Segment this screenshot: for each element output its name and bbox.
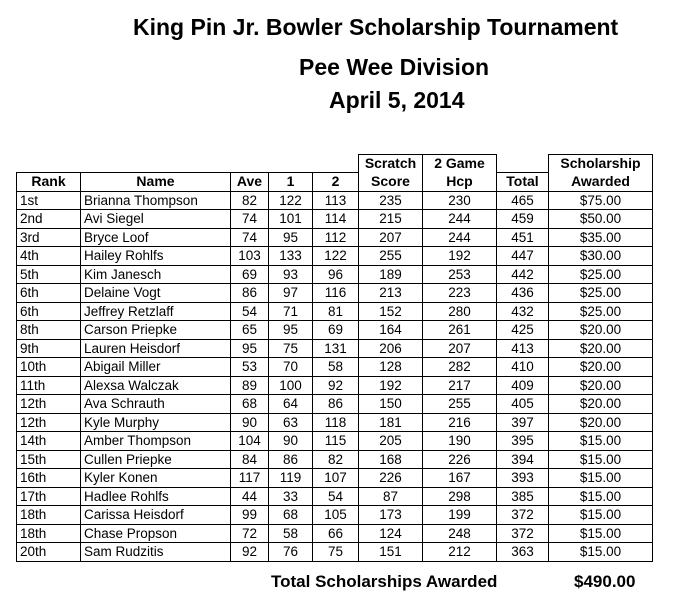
- cell-hcp: 167: [423, 469, 497, 488]
- cell-game1: 97: [269, 284, 313, 303]
- cell-ave: 54: [231, 302, 269, 321]
- header-spacer: [17, 155, 359, 173]
- cell-ave: 89: [231, 376, 269, 395]
- col-header-game1: 1: [269, 173, 313, 192]
- cell-game2: 58: [313, 358, 359, 377]
- cell-ave: 74: [231, 228, 269, 247]
- cell-game2: 131: [313, 339, 359, 358]
- cell-scratch: 128: [359, 358, 423, 377]
- table-row: [17, 395, 653, 414]
- cell-scratch: 189: [359, 265, 423, 284]
- cell-scratch: 192: [359, 376, 423, 395]
- cell-ave: 117: [231, 469, 269, 488]
- cell-award: $15.00: [549, 469, 653, 488]
- cell-rank: 3rd: [17, 228, 81, 247]
- cell-scratch: 207: [359, 228, 423, 247]
- cell-game1: 122: [269, 191, 313, 210]
- cell-total: 436: [497, 284, 549, 303]
- cell-name: Lauren Heisdorf: [81, 339, 231, 358]
- division-subtitle: Pee Wee Division: [299, 54, 490, 80]
- cell-name: Sam Rudzitis: [81, 543, 231, 562]
- table-row: [17, 432, 653, 451]
- cell-scratch: 206: [359, 339, 423, 358]
- cell-ave: 44: [231, 487, 269, 506]
- header-row-top: [17, 155, 653, 173]
- cell-total: 385: [497, 487, 549, 506]
- cell-rank: 4th: [17, 247, 81, 266]
- col-header-total: Total: [497, 173, 549, 192]
- results-table: [16, 154, 653, 562]
- cell-name: Ava Schrauth: [81, 395, 231, 414]
- cell-ave: 103: [231, 247, 269, 266]
- cell-rank: 17th: [17, 487, 81, 506]
- cell-game2: 105: [313, 506, 359, 525]
- table-row: [17, 543, 653, 562]
- cell-hcp: 280: [423, 302, 497, 321]
- cell-name: Hadlee Rohlfs: [81, 487, 231, 506]
- table-row: [17, 191, 653, 210]
- cell-total: 397: [497, 413, 549, 432]
- cell-name: Delaine Vogt: [81, 284, 231, 303]
- cell-name: Amber Thompson: [81, 432, 231, 451]
- cell-award: $15.00: [549, 432, 653, 451]
- cell-scratch: 151: [359, 543, 423, 562]
- cell-award: $15.00: [549, 543, 653, 562]
- cell-rank: 8th: [17, 321, 81, 340]
- cell-total: 459: [497, 210, 549, 229]
- cell-name: Alexsa Walczak: [81, 376, 231, 395]
- cell-ave: 69: [231, 265, 269, 284]
- col-header-game2: 2: [313, 173, 359, 192]
- cell-rank: 15th: [17, 450, 81, 469]
- cell-scratch: 124: [359, 524, 423, 543]
- cell-name: Chase Propson: [81, 524, 231, 543]
- cell-game2: 115: [313, 432, 359, 451]
- cell-total: 372: [497, 506, 549, 525]
- cell-game2: 66: [313, 524, 359, 543]
- cell-hcp: 253: [423, 265, 497, 284]
- cell-name: Brianna Thompson: [81, 191, 231, 210]
- cell-award: $15.00: [549, 487, 653, 506]
- table-row: [17, 506, 653, 525]
- cell-hcp: 282: [423, 358, 497, 377]
- cell-award: $30.00: [549, 247, 653, 266]
- cell-hcp: 192: [423, 247, 497, 266]
- cell-ave: 53: [231, 358, 269, 377]
- cell-hcp: 230: [423, 191, 497, 210]
- cell-hcp: 217: [423, 376, 497, 395]
- cell-award: $15.00: [549, 450, 653, 469]
- cell-game2: 92: [313, 376, 359, 395]
- cell-game1: 70: [269, 358, 313, 377]
- cell-ave: 104: [231, 432, 269, 451]
- cell-total: 372: [497, 524, 549, 543]
- cell-game1: 95: [269, 228, 313, 247]
- cell-scratch: 181: [359, 413, 423, 432]
- cell-game1: 101: [269, 210, 313, 229]
- cell-rank: 18th: [17, 506, 81, 525]
- cell-scratch: 87: [359, 487, 423, 506]
- cell-name: Bryce Loof: [81, 228, 231, 247]
- col-header-scratch-bottom: Score: [359, 173, 423, 192]
- cell-game2: 107: [313, 469, 359, 488]
- cell-game2: 82: [313, 450, 359, 469]
- cell-total: 410: [497, 358, 549, 377]
- cell-game1: 93: [269, 265, 313, 284]
- header-spacer-total: [497, 155, 549, 173]
- cell-hcp: 261: [423, 321, 497, 340]
- cell-name: Cullen Priepke: [81, 450, 231, 469]
- cell-rank: 2nd: [17, 210, 81, 229]
- cell-game1: 71: [269, 302, 313, 321]
- cell-game2: 112: [313, 228, 359, 247]
- cell-ave: 99: [231, 506, 269, 525]
- cell-total: 442: [497, 265, 549, 284]
- cell-ave: 72: [231, 524, 269, 543]
- cell-game2: 113: [313, 191, 359, 210]
- cell-award: $20.00: [549, 395, 653, 414]
- cell-total: 432: [497, 302, 549, 321]
- cell-award: $20.00: [549, 358, 653, 377]
- cell-game1: 90: [269, 432, 313, 451]
- table-row: [17, 247, 653, 266]
- cell-game2: 54: [313, 487, 359, 506]
- cell-ave: 92: [231, 543, 269, 562]
- cell-total: 393: [497, 469, 549, 488]
- table-row: [17, 228, 653, 247]
- table-row: [17, 524, 653, 543]
- cell-award: $35.00: [549, 228, 653, 247]
- cell-total: 394: [497, 450, 549, 469]
- cell-game1: 75: [269, 339, 313, 358]
- table-row: [17, 210, 653, 229]
- cell-game2: 122: [313, 247, 359, 266]
- col-header-award-top: Scholarship: [549, 155, 653, 173]
- cell-game1: 86: [269, 450, 313, 469]
- cell-total: 465: [497, 191, 549, 210]
- col-header-ave: Ave: [231, 173, 269, 192]
- cell-name: Avi Siegel: [81, 210, 231, 229]
- cell-scratch: 226: [359, 469, 423, 488]
- cell-award: $20.00: [549, 376, 653, 395]
- cell-game2: 118: [313, 413, 359, 432]
- cell-scratch: 205: [359, 432, 423, 451]
- cell-award: $15.00: [549, 506, 653, 525]
- cell-rank: 1st: [17, 191, 81, 210]
- cell-scratch: 255: [359, 247, 423, 266]
- cell-name: Carissa Heisdorf: [81, 506, 231, 525]
- cell-game1: 76: [269, 543, 313, 562]
- cell-award: $50.00: [549, 210, 653, 229]
- tournament-date: April 5, 2014: [329, 87, 465, 113]
- cell-scratch: 215: [359, 210, 423, 229]
- cell-game1: 133: [269, 247, 313, 266]
- cell-total: 425: [497, 321, 549, 340]
- col-header-hcp-top: 2 Game: [423, 155, 497, 173]
- table-row: [17, 469, 653, 488]
- cell-game1: 119: [269, 469, 313, 488]
- cell-total: 405: [497, 395, 549, 414]
- cell-award: $20.00: [549, 339, 653, 358]
- total-scholarships-label: Total Scholarships Awarded: [271, 572, 498, 591]
- cell-ave: 86: [231, 284, 269, 303]
- cell-hcp: 226: [423, 450, 497, 469]
- cell-rank: 20th: [17, 543, 81, 562]
- table-row: [17, 339, 653, 358]
- table-row: [17, 302, 653, 321]
- cell-rank: 12th: [17, 413, 81, 432]
- cell-game1: 100: [269, 376, 313, 395]
- cell-scratch: 168: [359, 450, 423, 469]
- cell-hcp: 216: [423, 413, 497, 432]
- cell-hcp: 244: [423, 210, 497, 229]
- cell-award: $15.00: [549, 524, 653, 543]
- cell-game2: 81: [313, 302, 359, 321]
- cell-award: $25.00: [549, 302, 653, 321]
- cell-ave: 68: [231, 395, 269, 414]
- cell-ave: 65: [231, 321, 269, 340]
- header-row: [17, 173, 653, 192]
- table-row: [17, 265, 653, 284]
- table-row: [17, 321, 653, 340]
- table-row: [17, 376, 653, 395]
- cell-game1: 63: [269, 413, 313, 432]
- cell-ave: 95: [231, 339, 269, 358]
- cell-ave: 84: [231, 450, 269, 469]
- cell-game2: 116: [313, 284, 359, 303]
- cell-rank: 6th: [17, 284, 81, 303]
- cell-name: Hailey Rohlfs: [81, 247, 231, 266]
- cell-game1: 33: [269, 487, 313, 506]
- cell-total: 413: [497, 339, 549, 358]
- cell-total: 395: [497, 432, 549, 451]
- cell-scratch: 152: [359, 302, 423, 321]
- cell-total: 447: [497, 247, 549, 266]
- col-header-award-bottom: Awarded: [549, 173, 653, 192]
- cell-game1: 68: [269, 506, 313, 525]
- cell-award: $25.00: [549, 265, 653, 284]
- cell-award: $20.00: [549, 413, 653, 432]
- cell-game2: 75: [313, 543, 359, 562]
- cell-rank: 18th: [17, 524, 81, 543]
- cell-name: Kyle Murphy: [81, 413, 231, 432]
- cell-rank: 5th: [17, 265, 81, 284]
- cell-total: 451: [497, 228, 549, 247]
- cell-game2: 96: [313, 265, 359, 284]
- cell-scratch: 164: [359, 321, 423, 340]
- col-header-rank: Rank: [17, 173, 81, 192]
- cell-hcp: 190: [423, 432, 497, 451]
- total-scholarships-value: $490.00: [574, 572, 636, 591]
- cell-game2: 114: [313, 210, 359, 229]
- cell-name: Kyler Konen: [81, 469, 231, 488]
- cell-game1: 95: [269, 321, 313, 340]
- cell-total: 363: [497, 543, 549, 562]
- cell-rank: 14th: [17, 432, 81, 451]
- cell-ave: 74: [231, 210, 269, 229]
- cell-rank: 9th: [17, 339, 81, 358]
- cell-award: $25.00: [549, 284, 653, 303]
- results-body: [17, 191, 653, 561]
- table-row: [17, 284, 653, 303]
- cell-rank: 12th: [17, 395, 81, 414]
- cell-scratch: 150: [359, 395, 423, 414]
- cell-game2: 86: [313, 395, 359, 414]
- cell-rank: 6th: [17, 302, 81, 321]
- cell-award: $75.00: [549, 191, 653, 210]
- cell-scratch: 173: [359, 506, 423, 525]
- cell-name: Kim Janesch: [81, 265, 231, 284]
- col-header-hcp-bottom: Hcp: [423, 173, 497, 192]
- cell-hcp: 255: [423, 395, 497, 414]
- cell-game2: 69: [313, 321, 359, 340]
- cell-hcp: 248: [423, 524, 497, 543]
- table-row: [17, 358, 653, 377]
- cell-hcp: 298: [423, 487, 497, 506]
- cell-ave: 82: [231, 191, 269, 210]
- table-row: [17, 487, 653, 506]
- cell-scratch: 235: [359, 191, 423, 210]
- cell-hcp: 199: [423, 506, 497, 525]
- cell-name: Jeffrey Retzlaff: [81, 302, 231, 321]
- cell-hcp: 212: [423, 543, 497, 562]
- cell-rank: 11th: [17, 376, 81, 395]
- cell-hcp: 207: [423, 339, 497, 358]
- cell-name: Abigail Miller: [81, 358, 231, 377]
- cell-hcp: 244: [423, 228, 497, 247]
- cell-rank: 16th: [17, 469, 81, 488]
- table-row: [17, 413, 653, 432]
- col-header-name: Name: [81, 173, 231, 192]
- page-title: King Pin Jr. Bowler Scholarship Tournament: [133, 14, 619, 40]
- cell-rank: 10th: [17, 358, 81, 377]
- cell-award: $20.00: [549, 321, 653, 340]
- cell-hcp: 223: [423, 284, 497, 303]
- cell-scratch: 213: [359, 284, 423, 303]
- cell-ave: 90: [231, 413, 269, 432]
- table-row: [17, 450, 653, 469]
- cell-game1: 58: [269, 524, 313, 543]
- cell-name: Carson Priepke: [81, 321, 231, 340]
- col-header-scratch-top: Scratch: [359, 155, 423, 173]
- cell-game1: 64: [269, 395, 313, 414]
- cell-total: 409: [497, 376, 549, 395]
